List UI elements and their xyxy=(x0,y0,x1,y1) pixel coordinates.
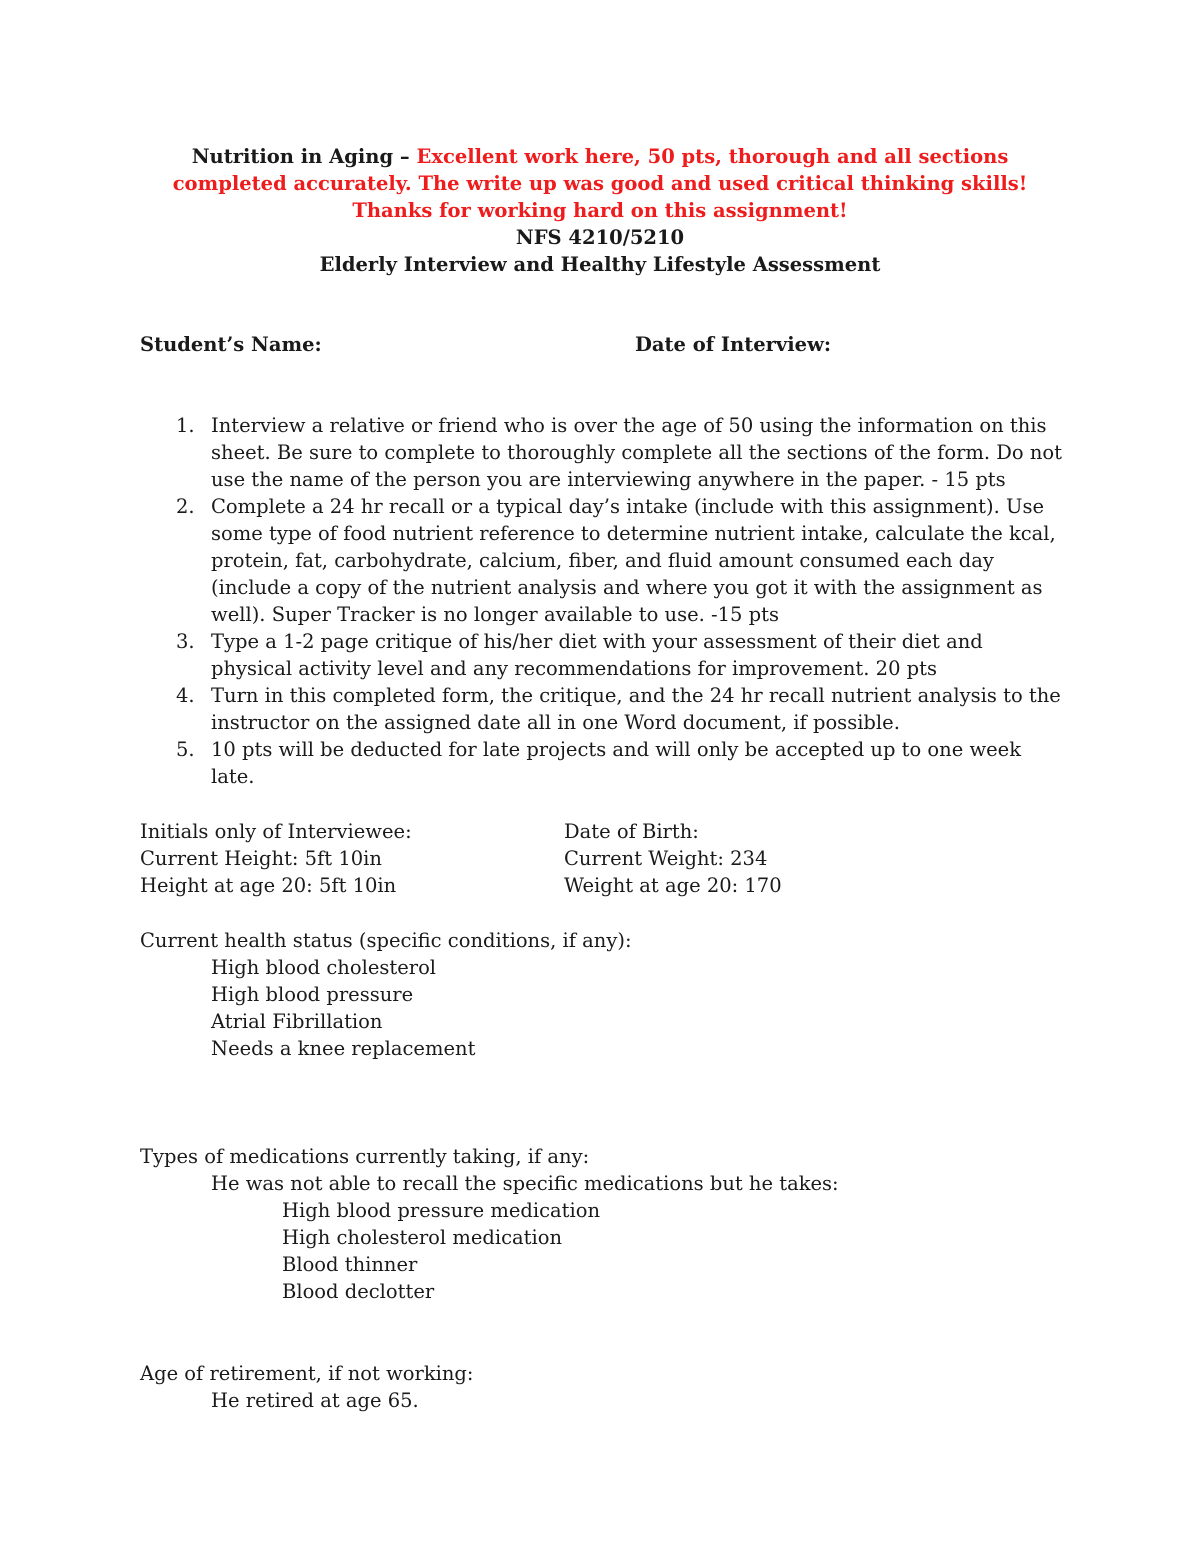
medications-intro: He was not able to recall the specific medications but he takes: xyxy=(211,1172,839,1195)
height-at-20: Height at age 20: 5ft 10in xyxy=(140,874,397,897)
list-number: 1. xyxy=(176,414,195,437)
interviewee-info xyxy=(140,818,1060,899)
current-weight: Current Weight: 234 xyxy=(564,847,768,870)
info-row xyxy=(140,818,1060,845)
list-item xyxy=(140,736,1070,790)
retirement-label: Age of retirement, if not working: xyxy=(140,1362,474,1385)
interview-date-label: Date of Interview: xyxy=(635,333,832,356)
health-status-label: Current health status (specific conditions, if any): xyxy=(140,929,632,952)
retirement-section xyxy=(140,1360,1060,1414)
course-number: NFS 4210/5210 xyxy=(515,226,685,249)
task-list xyxy=(140,412,1070,790)
assignment-title: Elderly Interview and Healthy Lifestyle Assessment xyxy=(319,253,881,276)
list-number: 4. xyxy=(176,684,195,707)
list-item: Blood thinner xyxy=(282,1253,418,1276)
list-item-text: Turn in this completed form, the critique, and the 24 hr recall nutrient analysis to the instructor on the assigned date all in one Word document, if possible. xyxy=(211,684,1061,734)
document-header xyxy=(140,143,1060,278)
initials-label: Initials only of Interviewee: xyxy=(140,820,412,843)
medications-label: Types of medications currently taking, if any: xyxy=(140,1145,590,1168)
list-item xyxy=(140,412,1070,493)
list-item: Atrial Fibrillation xyxy=(211,1010,383,1033)
list-number: 3. xyxy=(176,630,195,653)
medications-section xyxy=(140,1143,1060,1305)
weight-at-20: Weight at age 20: 170 xyxy=(564,874,782,897)
list-number: 2. xyxy=(176,495,195,518)
student-name-label: Student’s Name: xyxy=(140,333,322,356)
list-item-text: Complete a 24 hr recall or a typical day’s intake (include with this assignment). Use some type of food nutrient reference to determine nutrient intake, calculate the kcal, protein, fat, carbohydrate, calcium, fiber, and fluid amount consumed each day (include a copy of the nutrient analysis and where you got it with the assignment as well). Super Tracker is no longer available to use. -15 pts xyxy=(211,495,1056,626)
course-title: Nutrition in Aging – xyxy=(191,145,417,168)
list-item xyxy=(140,682,1070,736)
retirement-answer: He retired at age 65. xyxy=(211,1389,419,1412)
list-item: Blood declotter xyxy=(282,1280,435,1303)
health-status-section xyxy=(140,927,1060,1062)
instructor-feedback: Excellent work here, 50 pts, thorough and all sections completed accurately. The write up was good and used critical thinking skills! Thanks for working hard on this assignment! xyxy=(172,145,1028,222)
list-item: High blood cholesterol xyxy=(211,956,437,979)
list-item xyxy=(140,493,1070,628)
list-item-text: Interview a relative or friend who is over the age of 50 using the information on this sheet. Be sure to complete to thoroughly complete all the sections of the form. Do not use the name of the person you are interviewing anywhere in the paper. - 15 pts xyxy=(211,414,1062,491)
current-height: Current Height: 5ft 10in xyxy=(140,847,382,870)
list-item: High cholesterol medication xyxy=(282,1226,563,1249)
info-row xyxy=(140,845,1060,872)
list-item xyxy=(140,628,1070,682)
info-row xyxy=(140,872,1060,899)
list-number: 5. xyxy=(176,738,195,761)
header-title-line xyxy=(140,143,1060,224)
list-item: High blood pressure medication xyxy=(282,1199,601,1222)
list-item-text: 10 pts will be deducted for late projects and will only be accepted up to one week late. xyxy=(211,738,1022,788)
dob-label: Date of Birth: xyxy=(564,820,699,843)
list-item-text: Type a 1-2 page critique of his/her diet with your assessment of their diet and physical activity level and any recommendations for improvement. 20 pts xyxy=(211,630,983,680)
list-item: Needs a knee replacement xyxy=(211,1037,476,1060)
list-item: High blood pressure xyxy=(211,983,414,1006)
